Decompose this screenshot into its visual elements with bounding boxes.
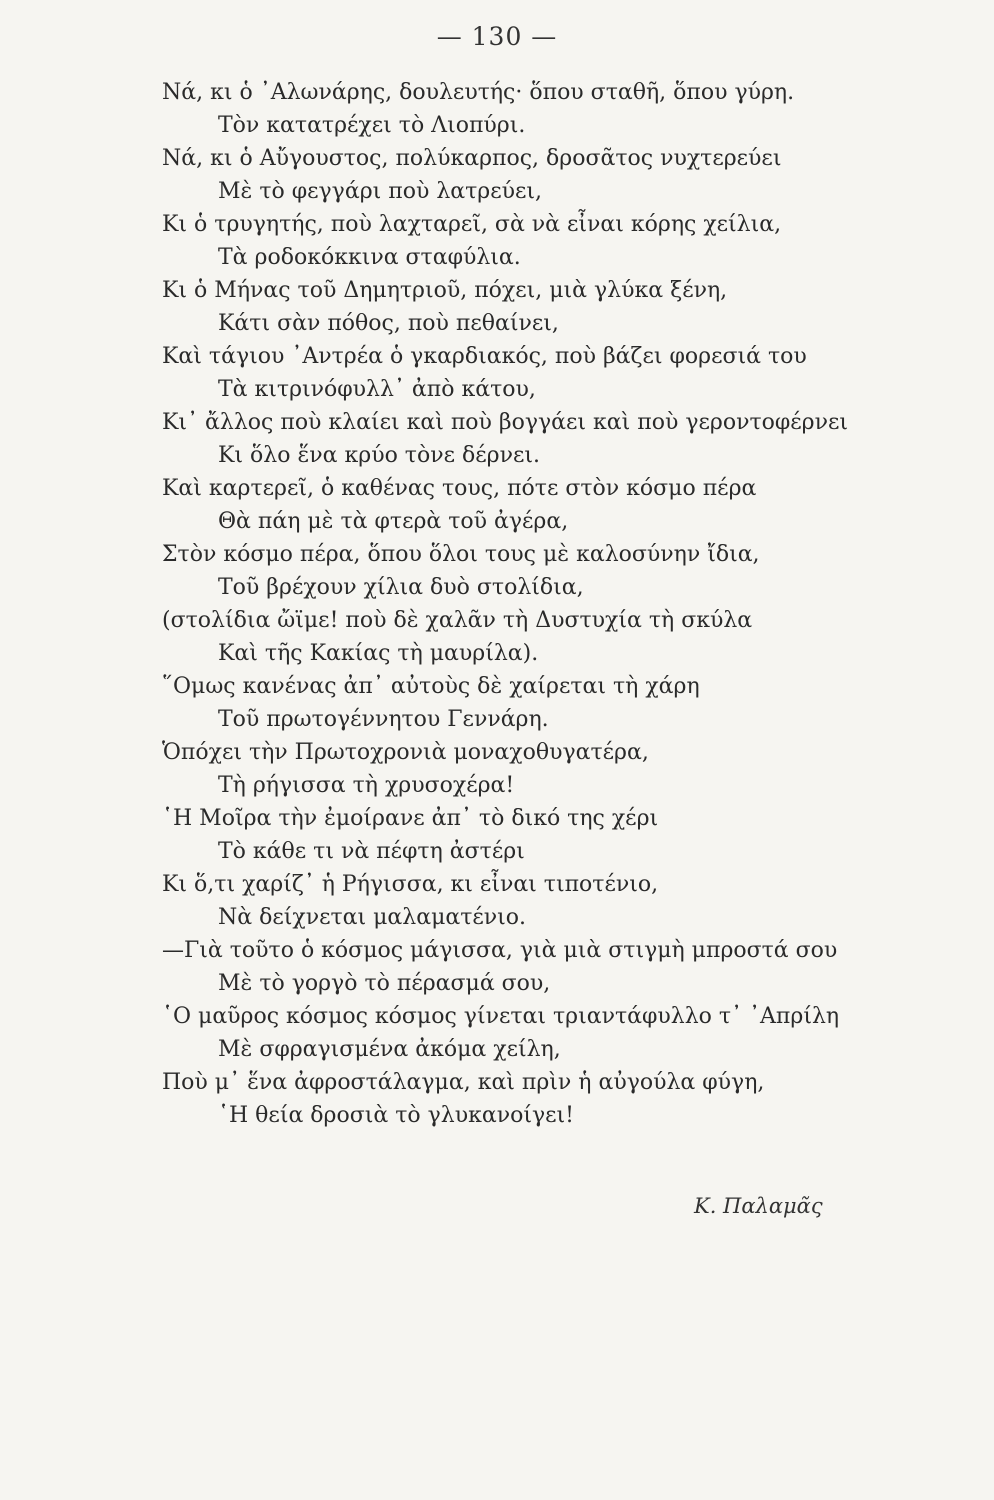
poem-line: Κι ὅλο ἕνα κρύο τὸνε δέρνει.	[218, 443, 540, 468]
poem-line: ῾Ο μαῦρος κόσμος κόσμος γίνεται τριαντάφυλλο τ᾿ ᾿Απρίλη	[162, 1004, 840, 1029]
poem-line: (στολίδια ὤϊμε! ποὺ δὲ χαλᾶν τὴ Δυστυχία τὴ σκύλα	[162, 608, 753, 633]
poem-line: Κι᾿ ἄλλος ποὺ κλαίει καὶ ποὺ βογγάει καὶ ποὺ γεροντοφέρνει	[162, 410, 848, 435]
poem-line: Νά, κι ὁ Αὔγουστος, πολύκαρπος, δροσᾶτος νυχτερεύει	[162, 146, 782, 171]
poem-line: ῞Ομως κανένας ἀπ᾿ αὐτοὺς δὲ χαίρεται τὴ χάρη	[162, 674, 700, 699]
poem-line: Καὶ τάγιου ᾿Αντρέα ὁ γκαρδιακός, ποὺ βάζει φορεσιά του	[162, 344, 807, 369]
poem-line: Νὰ δείχνεται μαλαματένιο.	[218, 905, 527, 930]
poem-line: Κάτι σὰν πόθος, ποὺ πεθαίνει,	[218, 311, 559, 336]
poem-line: Κι ὁ τρυγητής, ποὺ λαχταρεῖ, σὰ νὰ εἶναι κόρης χείλια,	[162, 212, 782, 237]
poem-line: Καὶ καρτερεῖ, ὁ καθένας τους, πότε στὸν κόσμο πέρα	[162, 476, 757, 501]
poem-line: Τοῦ βρέχουν χίλια δυὸ στολίδια,	[218, 575, 584, 600]
poem-line: Τὰ ροδοκόκκινα σταφύλια.	[218, 245, 521, 270]
poem-line: Μὲ σφραγισμένα ἀκόμα χείλη,	[218, 1037, 561, 1062]
author-signature: Κ. Παλαμᾶς	[694, 1194, 823, 1218]
page-number: — 130 —	[436, 22, 558, 51]
poem-line: Τὰ κιτρινόφυλλ᾿ ἀπὸ κάτου,	[218, 377, 536, 402]
poem-line: —Γιὰ τοῦτο ὁ κόσμος μάγισσα, γιὰ μιὰ στιγμὴ μπροστά σου	[162, 938, 838, 963]
poem-line: Τὴ ρήγισσα τὴ χρυσοχέρα!	[218, 773, 515, 798]
poem-line: Κι ὁ Μήνας τοῦ Δημητριοῦ, πόχει, μιὰ γλύκα ξένη,	[162, 278, 728, 303]
poem-line: Τὸν κατατρέχει τὸ Λιοπύρι.	[218, 113, 526, 138]
poem-line: Στὸν κόσμο πέρα, ὅπου ὅλοι τους μὲ καλοσύνην ἴδια,	[162, 542, 760, 567]
poem-line: Ὁπόχει τὴν Πρωτοχρονιὰ μοναχοθυγατέρα,	[162, 740, 649, 765]
poem-line: Τὸ κάθε τι νὰ πέφτη ἀστέρι	[218, 839, 525, 864]
poem-line: Κι ὅ,τι χαρίζ᾿ ἡ Ρήγισσα, κι εἶναι τιποτένιο,	[162, 872, 659, 897]
poem-line: ῾Η θεία δροσιὰ τὸ γλυκανοίγει!	[218, 1103, 574, 1128]
poem-line: Θὰ πάη μὲ τὰ φτερὰ τοῦ ἀγέρα,	[218, 509, 569, 534]
poem-body	[162, 76, 882, 1132]
poem-line: Νά, κι ὁ ᾿Αλωνάρης, δουλευτής· ὅπου σταθῆ, ὅπου γύρη.	[162, 80, 795, 105]
poem-line: Μὲ τὸ γοργὸ τὸ πέρασμά σου,	[218, 971, 551, 996]
poem-line: Ποὺ μ᾿ ἕνα ἀφροστάλαγμα, καὶ πρὶν ἡ αὐγούλα φύγη,	[162, 1070, 765, 1095]
poem-line: Καὶ τῆς Κακίας τὴ μαυρίλα).	[218, 641, 539, 666]
poem-line: Μὲ τὸ φεγγάρι ποὺ λατρεύει,	[218, 179, 543, 204]
poem-line: ῾Η Μοῖρα τὴν ἐμοίρανε ἀπ᾿ τὸ δικό της χέρι	[162, 806, 659, 831]
poem-line: Τοῦ πρωτογέννητου Γεννάρη.	[218, 707, 549, 732]
